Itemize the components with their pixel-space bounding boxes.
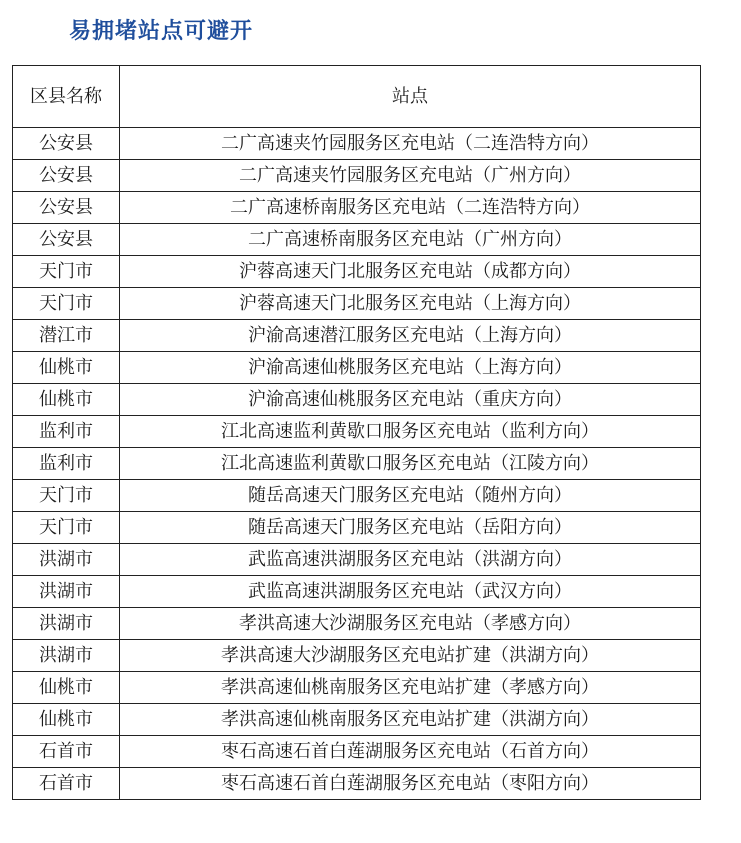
station-cell: 二广高速桥南服务区充电站（广州方向） bbox=[120, 224, 701, 256]
table-row bbox=[13, 576, 701, 608]
station-cell: 二广高速桥南服务区充电站（二连浩特方向） bbox=[120, 192, 701, 224]
district-cell: 洪湖市 bbox=[13, 576, 120, 608]
station-cell: 武监高速洪湖服务区充电站（武汉方向） bbox=[120, 576, 701, 608]
page-title: 易拥堵站点可避开 bbox=[69, 18, 254, 44]
district-cell: 仙桃市 bbox=[13, 672, 120, 704]
district-cell: 石首市 bbox=[13, 736, 120, 768]
station-cell: 沪渝高速潜江服务区充电站（上海方向） bbox=[120, 320, 701, 352]
district-cell: 公安县 bbox=[13, 160, 120, 192]
district-cell: 洪湖市 bbox=[13, 608, 120, 640]
district-cell: 公安县 bbox=[13, 224, 120, 256]
table-row bbox=[13, 448, 701, 480]
district-cell: 公安县 bbox=[13, 128, 120, 160]
header-station: 站点 bbox=[120, 66, 701, 128]
table-row bbox=[13, 512, 701, 544]
district-cell: 仙桃市 bbox=[13, 352, 120, 384]
district-cell: 天门市 bbox=[13, 288, 120, 320]
station-cell: 二广高速夹竹园服务区充电站（广州方向） bbox=[120, 160, 701, 192]
table-row bbox=[13, 384, 701, 416]
table-row bbox=[13, 288, 701, 320]
district-cell: 石首市 bbox=[13, 768, 120, 800]
station-cell: 孝洪高速仙桃南服务区充电站扩建（孝感方向） bbox=[120, 672, 701, 704]
district-cell: 公安县 bbox=[13, 192, 120, 224]
district-cell: 仙桃市 bbox=[13, 384, 120, 416]
table-row bbox=[13, 608, 701, 640]
station-cell: 沪渝高速仙桃服务区充电站（重庆方向） bbox=[120, 384, 701, 416]
table-row bbox=[13, 736, 701, 768]
table-row bbox=[13, 320, 701, 352]
table-row bbox=[13, 256, 701, 288]
station-cell: 孝洪高速大沙湖服务区充电站扩建（洪湖方向） bbox=[120, 640, 701, 672]
table-header-row bbox=[13, 66, 701, 128]
district-cell: 潜江市 bbox=[13, 320, 120, 352]
table-row bbox=[13, 352, 701, 384]
table-body bbox=[13, 128, 701, 800]
table-row bbox=[13, 704, 701, 736]
table-row bbox=[13, 128, 701, 160]
station-cell: 枣石高速石首白莲湖服务区充电站（石首方向） bbox=[120, 736, 701, 768]
station-cell: 随岳高速天门服务区充电站（随州方向） bbox=[120, 480, 701, 512]
station-cell: 江北高速监利黄歇口服务区充电站（监利方向） bbox=[120, 416, 701, 448]
header-district: 区县名称 bbox=[13, 66, 120, 128]
table-row bbox=[13, 768, 701, 800]
station-cell: 沪蓉高速天门北服务区充电站（上海方向） bbox=[120, 288, 701, 320]
district-cell: 天门市 bbox=[13, 480, 120, 512]
stations-table bbox=[12, 65, 701, 800]
table-row bbox=[13, 672, 701, 704]
table-row bbox=[13, 192, 701, 224]
district-cell: 洪湖市 bbox=[13, 640, 120, 672]
table-row bbox=[13, 480, 701, 512]
station-cell: 沪蓉高速天门北服务区充电站（成都方向） bbox=[120, 256, 701, 288]
table-row bbox=[13, 224, 701, 256]
station-cell: 沪渝高速仙桃服务区充电站（上海方向） bbox=[120, 352, 701, 384]
station-cell: 随岳高速天门服务区充电站（岳阳方向） bbox=[120, 512, 701, 544]
station-cell: 孝洪高速大沙湖服务区充电站（孝感方向） bbox=[120, 608, 701, 640]
station-cell: 武监高速洪湖服务区充电站（洪湖方向） bbox=[120, 544, 701, 576]
district-cell: 天门市 bbox=[13, 256, 120, 288]
table-row bbox=[13, 544, 701, 576]
district-cell: 洪湖市 bbox=[13, 544, 120, 576]
table-row bbox=[13, 160, 701, 192]
table-row bbox=[13, 416, 701, 448]
district-cell: 监利市 bbox=[13, 416, 120, 448]
district-cell: 天门市 bbox=[13, 512, 120, 544]
district-cell: 仙桃市 bbox=[13, 704, 120, 736]
station-cell: 二广高速夹竹园服务区充电站（二连浩特方向） bbox=[120, 128, 701, 160]
station-cell: 江北高速监利黄歇口服务区充电站（江陵方向） bbox=[120, 448, 701, 480]
station-cell: 孝洪高速仙桃南服务区充电站扩建（洪湖方向） bbox=[120, 704, 701, 736]
district-cell: 监利市 bbox=[13, 448, 120, 480]
station-cell: 枣石高速石首白莲湖服务区充电站（枣阳方向） bbox=[120, 768, 701, 800]
table-row bbox=[13, 640, 701, 672]
